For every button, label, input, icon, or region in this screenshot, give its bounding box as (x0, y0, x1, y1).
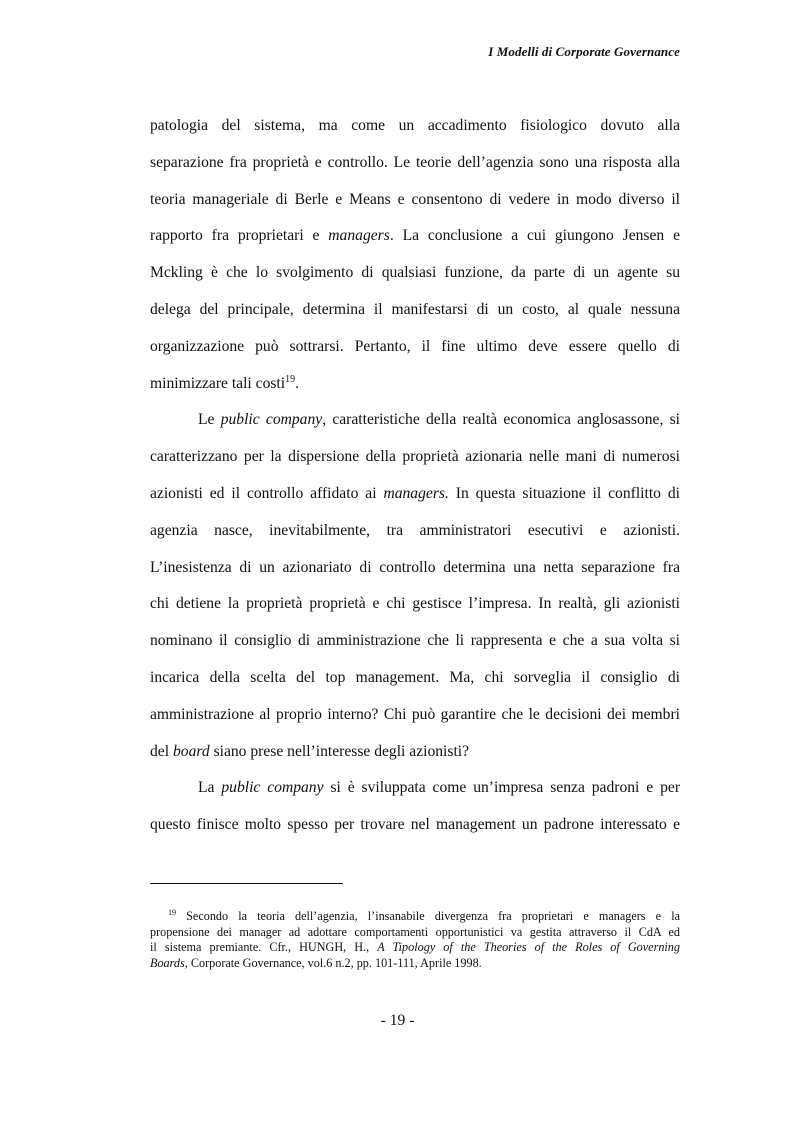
italic-term: managers (328, 227, 390, 245)
text-line (150, 770, 680, 807)
text-line (150, 402, 680, 439)
text-line: organizzazione può sottrarsi. Pertanto, il fine ultimo deve essere quello di (150, 337, 680, 355)
text-line: amministrazione al proprio interno? Chi può garantire che le decisioni dei membri (150, 705, 680, 723)
text-run: il sistema premiante. Cfr., HUNGH, H., (150, 940, 370, 955)
italic-title: A Tipology of the Theories of the Roles of Governing (377, 940, 680, 955)
text-run: Secondo la teoria dell’agenzia, l’insanabile divergenza fra proprietari e managers e la (186, 909, 680, 923)
page-number: - 19 - (380, 1012, 415, 1029)
text-line: incarica della scelta del top management. Ma, chi sorveglia il consiglio di (150, 668, 680, 686)
text-line (150, 366, 680, 403)
text-run: Corporate Governance, vol.6 n.2, pp. 101-111, Aprile 1998. (190, 955, 482, 970)
text-line: L’inesistenza di un azionariato di controllo determina una netta separazione fra (150, 558, 680, 576)
text-line: delega del principale, determina il manifestarsi di un costo, al quale nessuna (150, 300, 680, 318)
text-run: azionisti ed il controllo affidato ai (150, 484, 377, 502)
italic-term: managers. (383, 484, 449, 502)
text-line: Mckling è che lo svolgimento di qualsiasi funzione, da parte di un agente su (150, 264, 680, 282)
footnote-line (150, 909, 680, 925)
text-line (150, 218, 680, 255)
italic-term: public company (221, 779, 324, 797)
body-text (150, 108, 680, 844)
italic-term: public company (220, 411, 323, 429)
text-run: Le (198, 411, 215, 429)
text-run: . (295, 374, 300, 392)
text-line: teoria manageriale di Berle e Means e consentono di vedere in modo diverso il (150, 190, 680, 208)
text-line: caratterizzano per la dispersione della proprietà azionaria nelle mani di numerosi (150, 448, 680, 466)
running-header: I Modelli di Corporate Governance (488, 44, 680, 59)
text-line: patologia del sistema, ma come un accadimento fisiologico dovuto alla (150, 117, 680, 134)
footnote-reference[interactable]: 19 (285, 373, 296, 385)
text-run: . La conclusione a cui giungono Jensen e (389, 227, 680, 245)
footnote (150, 909, 680, 971)
text-line (150, 734, 680, 771)
footnote-separator (150, 883, 343, 884)
text-run: rapporto fra proprietari e (150, 227, 320, 245)
italic-title: Boards, (150, 955, 188, 970)
footnote-line: propensione dei manager ad adottare comportamenti opportunistici va gestita attraverso il CdA ed (150, 924, 680, 939)
text-run: La (198, 779, 215, 797)
text-line: nominano il consiglio di amministrazione che li rappresenta e che a sua volta si (150, 632, 680, 650)
text-run: del (150, 742, 170, 760)
text-run: si è sviluppata come un’impresa senza padroni e per (330, 779, 680, 797)
text-line: separazione fra proprietà e controllo. Le teorie dell’agenzia sono una risposta alla (150, 153, 680, 171)
footnote-line (150, 940, 680, 956)
text-run: In questa situazione il conflitto di (455, 484, 680, 502)
text-run: , caratteristiche della realtà economica anglosassone, si (322, 411, 680, 429)
text-line: questo finisce molto spesso per trovare nel management un padrone interessato e (150, 816, 680, 834)
text-line: chi detiene la proprietà proprietà e chi gestisce l’impresa. In realtà, gli azionisti (150, 595, 680, 613)
text-line: agenzia nasce, inevitabilmente, tra amministratori esecutivi e azionisti. (150, 521, 680, 539)
italic-term: board (172, 742, 210, 760)
text-run: siano prese nell’interesse degli azionisti? (213, 742, 470, 760)
footnote-number: 19 (168, 909, 176, 917)
footnote-line (150, 956, 680, 972)
text-run: minimizzare tali costi (150, 374, 286, 392)
text-line (150, 476, 680, 513)
